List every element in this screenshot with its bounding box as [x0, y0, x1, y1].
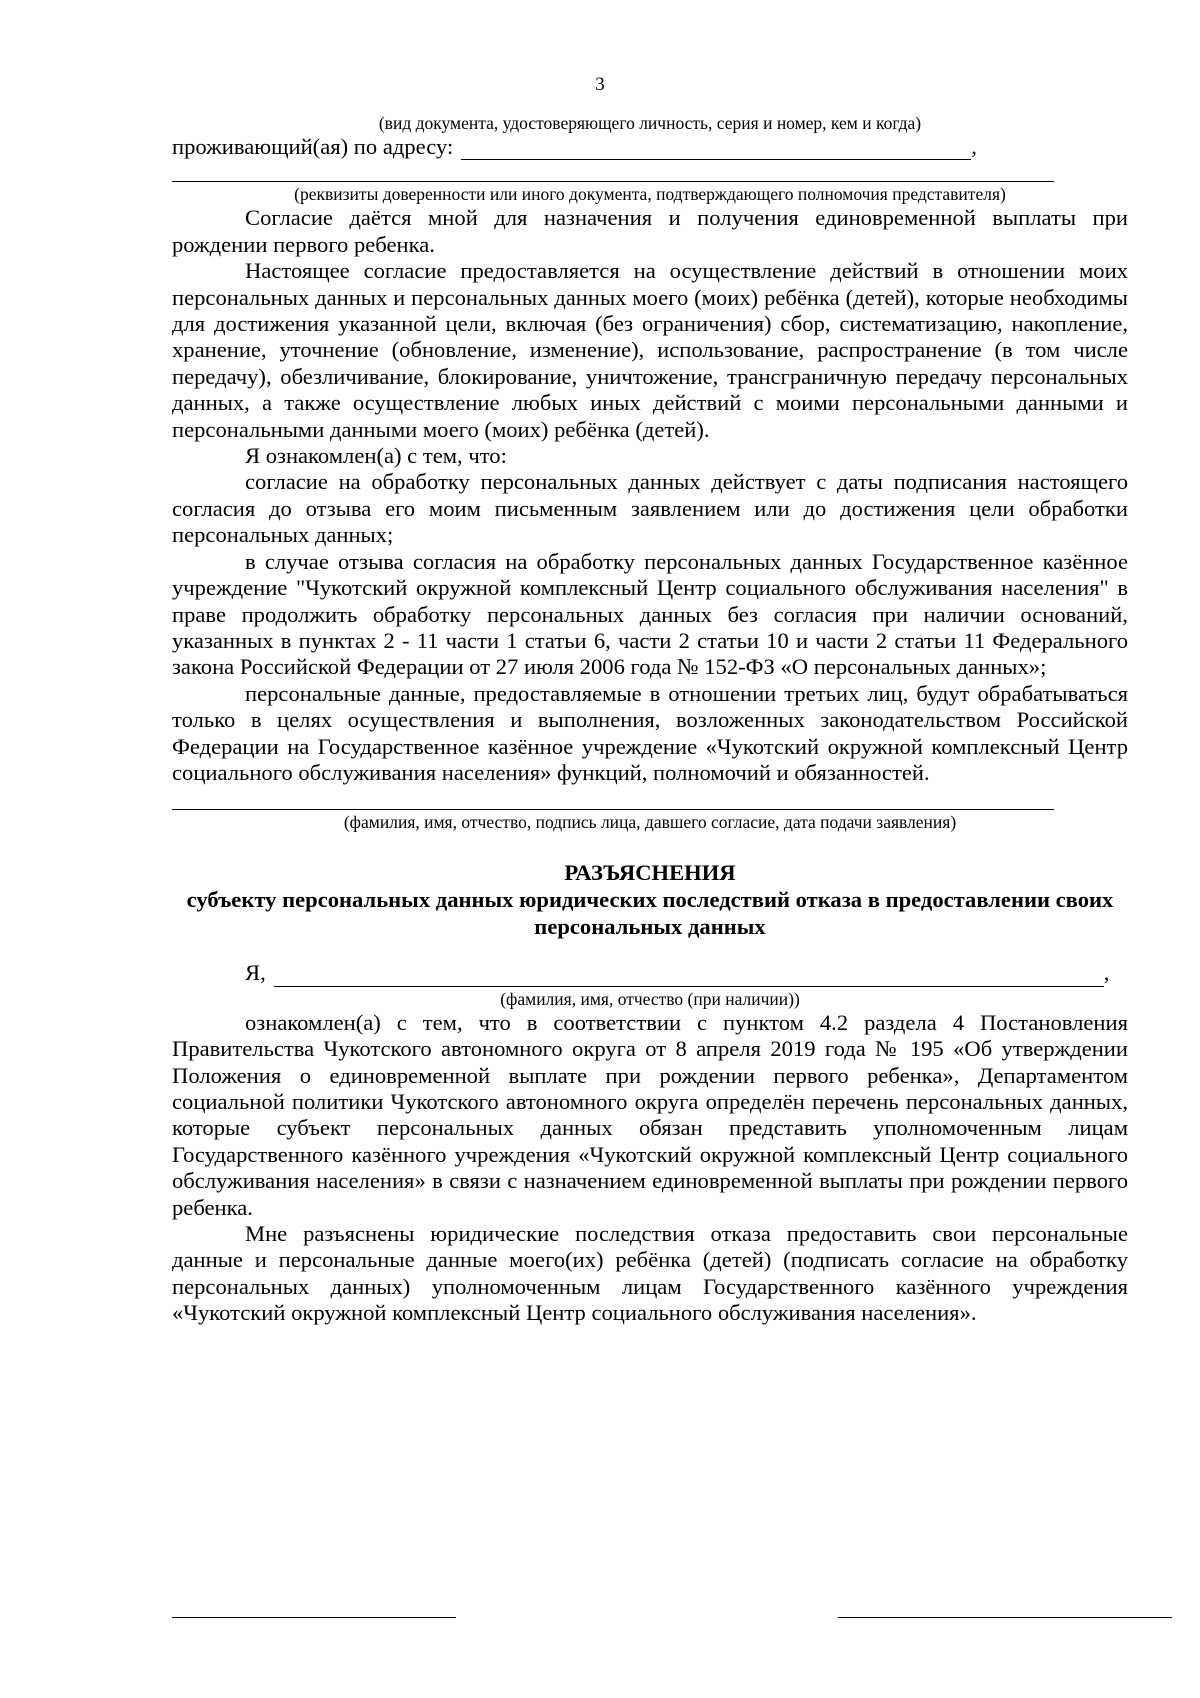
fio-caption: (фамилия, имя, отчество (при наличии)) [500, 988, 800, 1009]
signature-field[interactable] [172, 808, 1054, 810]
paragraph: персональные данные, предоставляемые в отношении третьих лиц, будут обрабатываться только в целях осуществления и выполнения, возложенных законодательством Российской Федерации на Государственное казённое учреждение «Чукотский окружной комплексный Центр социального обслуживания населения» функций, полномочий и обязанностей. [172, 680, 1128, 785]
fio-comma: , [1103, 960, 1110, 986]
power-of-attorney-field[interactable] [172, 180, 1054, 182]
signature-line-left[interactable] [172, 1616, 456, 1618]
address-field[interactable] [461, 139, 971, 160]
id-document-caption: (вид документа, удостоверяющего личность, серия и номер, кем и когда) [378, 113, 922, 133]
consent-paragraphs [172, 205, 1128, 786]
page-number: 3 [595, 74, 605, 95]
fio-row [172, 960, 1128, 986]
paragraph: в случае отзыва согласия на обработку персональных данных Государственное казённое учреждение "Чукотский окружной комплексный Центр социального обслуживания населения" в праве продолжить обработку персональных данных без согласия при наличии оснований, указанных в пунктах 2 - 11 части 1 статьи 6, части 2 статьи 10 и части 2 статьи 11 Федерального закона Российской Федерации от 27 июля 2006 года № 152-ФЗ «О персональных данных»; [172, 548, 1128, 680]
address-label: проживающий(ая) по адресу: [172, 134, 454, 159]
paragraph: Настоящее согласие предоставляется на осуществление действий в отношении моих персональных данных и персональных данных моего (моих) ребёнка (детей), которые необходимы для достижения указанной цели, включая (без ограничения) сбор, систематизацию, накопление, хранение, уточнение (обновление, изменение), использование, распространение (в том числе передачу), обезличивание, блокирование, уничтожение, трансграничную передачу персональных данных, а также осуществление любых иных действий с моими персональными данными и персональными данными моего (моих) ребёнка (детей). [172, 258, 1128, 442]
heading-subtitle: субъекту персональных данных юридических последствий отказа в предоставлении своих персональных данных [186, 887, 1114, 940]
document-body [172, 112, 1128, 1327]
i-label: Я, [245, 960, 266, 986]
paragraph: Я ознакомлен(а) с тем, что: [245, 443, 507, 469]
fio-field[interactable] [274, 966, 1104, 987]
paragraph: ознакомлен(а) с тем, что в соответствии с пунктом 4.2 раздела 4 Постановления Правительства Чукотского автономного округа от 8 апреля 2019 года № 195 «Об утверждении Положения о единовременной выплате при рождении первого ребенка», Департаментом социальной политики Чукотского автономного округа определён перечень персональных данных, которые субъект персональных данных обязан представить уполномоченным лицам Государственного казённого учреждения «Чукотский окружной комплексный Центр социального обслуживания населения» в связи с назначением единовременной выплаты при рождении первого ребенка. [172, 1009, 1128, 1220]
paragraph: Мне разъяснены юридические последствия отказа предоставить свои персональные данные и персональные данные моего(их) ребёнка (детей) (подписать согласие на обработку персональных данных) уполномоченным лицам Государственного казённого учреждения «Чукотский окружной комплексный Центр социального обслуживания населения». [172, 1221, 1128, 1326]
address-comma: , [971, 134, 977, 159]
signature-line-right[interactable] [838, 1616, 1172, 1618]
heading-title: РАЗЪЯСНЕНИЯ [564, 860, 736, 886]
power-of-attorney-caption: (реквизиты доверенности или иного документа, подтверждающего полномочия представителя) [294, 184, 1006, 205]
address-row [172, 134, 1128, 160]
paragraph: согласие на обработку персональных данных действует с даты подписания настоящего согласия до отзыва его моим письменным заявлением или до достижения цели обработки персональных данных; [172, 469, 1128, 548]
paragraph: Согласие даётся мной для назначения и получения единовременной выплаты при рождении первого ребенка. [172, 205, 1128, 257]
signature-caption: (фамилия, имя, отчество, подпись лица, давшего согласие, дата подачи заявления) [343, 812, 957, 833]
explanation-paragraphs [172, 1010, 1128, 1327]
